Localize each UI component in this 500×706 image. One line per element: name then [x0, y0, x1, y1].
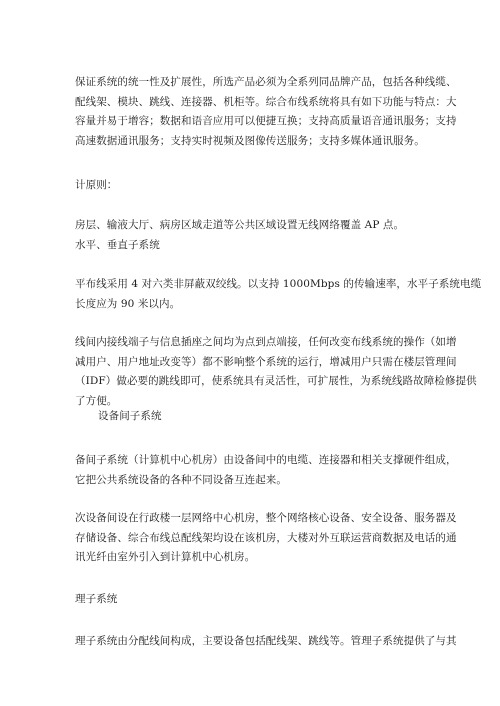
text-line: 长度应为 90 米以内。 — [75, 297, 181, 310]
text-line: 线间内接线端子与信息插座之间均为点到点端接，任何改变布线系统的操作（如增 — [75, 336, 457, 348]
text-line: 高速数据通讯服务；支持实时视频及图像传送服务；支持多媒体通讯服务。 — [75, 134, 425, 147]
paragraph-horizontal-cabling — [75, 275, 482, 314]
text-line: 理子系统 — [75, 593, 118, 605]
text-line: 计原则： — [75, 179, 118, 191]
text-line: 备间子系统（计算机中心机房）由设备间中的电缆、连接器和相关支撑硬件组成， — [75, 454, 457, 466]
text-line: 设备间子系统 — [98, 410, 162, 422]
text-line: 容量并易于增容；数据和语音应用可以便捷互换；支持高质量语音通讯服务；支持 — [75, 115, 457, 127]
paragraph-product-requirements — [75, 73, 457, 151]
section-heading-management-subsystem — [75, 590, 447, 610]
paragraph-patching-flexibility — [75, 333, 477, 411]
text-line: 存储设备、综合布线总配线架均设在该机房，大楼对外互联运营商数据及电话的通 — [75, 531, 457, 544]
text-line: 房层、输液大厅、病房区域走道等公共区域设置无线网络覆盖 AP 点。 — [75, 219, 405, 231]
text-line: （IDF）做必要的跳线即可，使系统具有灵活性，可扩展性，为系统线路故障检修提供 — [75, 375, 477, 387]
section-heading-horizontal-vertical: 水平、垂直子系统 — [75, 238, 160, 251]
text-line: 平布线采用 4 对六类非屏蔽双绞线。以支持 1000Mbps 的传输速率，水平子系统电缆 — [75, 278, 482, 290]
paragraph-network-center — [75, 509, 457, 568]
text-line: 保证系统的统一性及扩展性，所选产品必须为全系列同品牌产品，包括各种线缆、 — [75, 76, 457, 88]
text-line: 了方便。 — [75, 394, 118, 407]
text-line: 次设备间设在行政楼一层网络中心机房，整个网络核心设备、安全设备、服务器及 — [75, 512, 457, 524]
text-line: 它把公共系统设备的各种不同设备互连起来。 — [75, 473, 287, 486]
text-line: 理子系统由分配线间构成，主要设备包括配线架、跳线等。管理子系统提供了与其 — [75, 635, 457, 647]
text-line: 讯光纤由室外引入到计算机中心机房。 — [75, 551, 256, 563]
paragraph-management-subsystem — [75, 632, 457, 652]
paragraph-wireless-coverage — [75, 216, 447, 255]
section-heading-equipment-room — [98, 407, 470, 427]
paragraph-design-principles — [75, 176, 447, 196]
paragraph-equipment-room-definition — [75, 451, 457, 490]
text-line: 减用户、用户地址改变等）都不影响整个系统的运行，增减用户只需在楼层管理间 — [75, 355, 457, 368]
text-line: 配线架、模块、跳线、连接器、机柜等。综合布线系统将具有如下功能与特点：大 — [75, 95, 457, 108]
